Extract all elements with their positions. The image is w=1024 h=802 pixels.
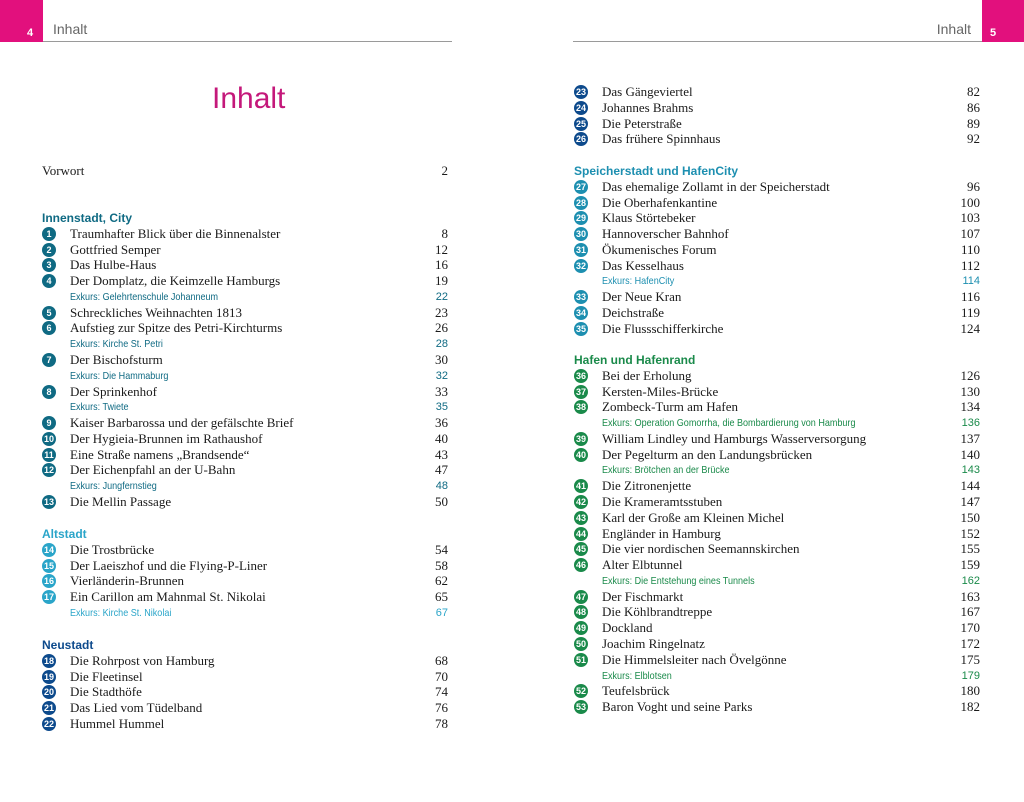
- toc-entry-page: 40: [435, 430, 448, 446]
- toc-entry[interactable]: [42, 431, 448, 447]
- toc-entry-title: Eine Straße namens „Brandsende“: [70, 446, 250, 462]
- toc-entry[interactable]: [574, 210, 980, 226]
- page-number: 5: [990, 27, 997, 39]
- toc-entry-title: Exkurs: HafenCity: [602, 275, 675, 288]
- toc-entry-page: 163: [960, 588, 980, 604]
- toc-entry[interactable]: [574, 604, 980, 620]
- toc-entry-page: 86: [967, 99, 980, 115]
- toc-entry-title: Exkurs: Kirche St. Nikolai: [70, 606, 172, 619]
- toc-entry-title: Der Laeiszhof und die Flying-P-Liner: [70, 557, 268, 573]
- toc-entry[interactable]: [574, 195, 980, 211]
- right-page: [512, 0, 1024, 802]
- toc-entry-page: 143: [961, 464, 980, 477]
- toc-entry-title: Aufstieg zur Spitze des Petri-Kirchturms: [70, 320, 283, 336]
- toc-entry-title: Das ehemalige Zollamt in der Speicherstadt: [602, 178, 830, 194]
- toc-entry-title: Der Neue Kran: [602, 289, 682, 305]
- chapter-number-badge: 20: [43, 687, 54, 698]
- chapter-number-badge: 34: [575, 308, 586, 319]
- toc-entry-title: Exkurs: Die Hammaburg: [70, 369, 169, 382]
- toc-entry-page: 110: [960, 241, 980, 257]
- toc-entry-page: 47: [435, 462, 448, 478]
- toc-entry[interactable]: [574, 526, 980, 542]
- toc-entry-page: 54: [435, 541, 448, 557]
- toc-entry[interactable]: [574, 699, 980, 715]
- chapter-number-badge: 38: [575, 402, 586, 413]
- toc-entry-title: Deichstraße: [602, 305, 665, 321]
- chapter-number-badge: 8: [42, 385, 56, 399]
- toc-entry-title: Joachim Ringelnatz: [602, 636, 705, 652]
- chapter-number-badge: 24: [575, 102, 586, 113]
- toc-entry-title: Die Zitronenjette: [602, 478, 692, 494]
- chapter-number-badge: 47: [575, 591, 586, 602]
- toc-entry-page: 136: [961, 417, 980, 430]
- toc-entry-title: Die Peterstraße: [602, 115, 682, 131]
- toc-entry-page: 107: [960, 226, 980, 242]
- toc-entry-title: Exkurs: Kirche St. Petri: [70, 338, 163, 351]
- toc-excursus-entry[interactable]: [574, 415, 980, 431]
- toc-entry[interactable]: [574, 541, 980, 557]
- toc-entry[interactable]: [574, 510, 980, 526]
- chapter-number-badge: 52: [575, 686, 586, 697]
- toc-entry-page: 119: [960, 305, 980, 321]
- toc-entry-title: Ein Carillon am Mahnmal St. Nikolai: [70, 589, 266, 605]
- toc-excursus-entry[interactable]: [574, 573, 980, 589]
- page-number-tab: [0, 0, 43, 42]
- chapter-number-badge: 37: [575, 386, 586, 397]
- toc-entry[interactable]: [42, 653, 448, 669]
- toc-entry-title: Die Fleetinsel: [70, 668, 143, 684]
- toc-entry[interactable]: [574, 368, 980, 384]
- toc-entry-page: 19: [435, 273, 448, 289]
- chapter-number-badge: 36: [575, 370, 586, 381]
- toc-entry[interactable]: [574, 131, 980, 147]
- section-heading: Innenstadt, City: [42, 211, 133, 225]
- toc-entry-title: Das Lied vom Tüdelband: [70, 700, 203, 716]
- toc-entry[interactable]: [42, 447, 448, 463]
- chapter-number-badge: 4: [42, 274, 56, 288]
- toc-entry-title: Exkurs: Gelehrtenschule Johanneum: [70, 290, 219, 303]
- toc-entry-title: Exkurs: Jungfernstieg: [70, 480, 157, 493]
- chapter-number-badge: 5: [42, 306, 56, 320]
- toc-entry[interactable]: [574, 589, 980, 605]
- toc-entry-title: Das Kesselhaus: [602, 257, 684, 273]
- toc-excursus-entry[interactable]: [42, 399, 448, 415]
- toc-entry-page: 70: [435, 668, 448, 684]
- chapter-number-badge: 27: [575, 181, 586, 192]
- chapter-number-badge: 28: [575, 197, 586, 208]
- toc-entry-label: Vorwort: [42, 163, 85, 178]
- toc-entry-page: 32: [435, 369, 448, 382]
- toc-entry-title: Dockland: [602, 620, 653, 636]
- toc-entry-page: 76: [435, 700, 448, 716]
- toc-entry-page: 68: [435, 652, 448, 668]
- toc-entry-title: Traumhafter Blick über die Binnenalster: [70, 225, 281, 241]
- toc-entry[interactable]: [574, 636, 980, 652]
- toc-entry-title: Exkurs: Elblotsen: [602, 669, 672, 682]
- toc-excursus-entry[interactable]: [42, 289, 448, 305]
- chapter-number-badge: 43: [575, 512, 586, 523]
- toc-entry-page: 89: [967, 115, 980, 131]
- toc-entry[interactable]: [574, 384, 980, 400]
- toc-entry-title: William Lindley und Hamburgs Wasserversorgung: [602, 430, 867, 446]
- toc-entry-page: 162: [961, 574, 980, 587]
- toc-entry-page: 167: [960, 604, 980, 620]
- toc-entry-title: Die Oberhafenkantine: [602, 194, 718, 210]
- toc-entry[interactable]: [42, 462, 448, 478]
- toc-excursus-entry[interactable]: [42, 336, 448, 352]
- page-title: Inhalt: [212, 82, 286, 115]
- toc-entry[interactable]: [42, 273, 448, 289]
- toc-entry-title: Der Sprinkenhof: [70, 383, 158, 399]
- toc-entry[interactable]: [42, 716, 448, 732]
- toc-entry-title: Vierländerin-Brunnen: [70, 573, 185, 589]
- toc-entry[interactable]: [42, 242, 448, 258]
- section-heading: Neustadt: [42, 638, 94, 652]
- toc-entry[interactable]: [42, 320, 448, 336]
- toc-entry-page: 92: [967, 131, 980, 147]
- toc-entry-title: Bei der Erholung: [602, 367, 692, 383]
- toc-entry-title: Die Trostbrücke: [70, 541, 155, 557]
- toc-entry-title: Exkurs: Brötchen an der Brücke: [602, 464, 730, 477]
- toc-entry[interactable]: [574, 652, 980, 668]
- chapter-number-badge: 45: [575, 544, 586, 555]
- toc-entry[interactable]: [42, 573, 448, 589]
- toc-entry-page: 182: [960, 699, 980, 715]
- toc-entry-page: 33: [435, 383, 448, 399]
- toc-entry-page: 155: [960, 541, 980, 557]
- chapter-number-badge: 11: [42, 448, 56, 462]
- toc-entry[interactable]: [574, 683, 980, 699]
- toc-entry[interactable]: [574, 289, 980, 305]
- chapter-number-badge: 22: [43, 718, 54, 729]
- toc-entry-title: Kersten-Miles-Brücke: [602, 383, 719, 399]
- toc-entry-page: 116: [960, 289, 980, 305]
- toc-entry-page: 26: [435, 320, 448, 336]
- toc-entry-title: Der Bischofsturm: [70, 352, 163, 368]
- toc-entry-title: Hummel Hummel: [70, 715, 165, 731]
- chapter-number-badge: 3: [42, 258, 56, 272]
- toc-entry-page: 16: [435, 257, 448, 273]
- running-header: Inhalt: [936, 21, 971, 37]
- chapter-number-badge: 17: [43, 592, 54, 603]
- toc-entry-title: Gottfried Semper: [70, 241, 161, 257]
- toc-entry-page: 12: [435, 241, 448, 257]
- toc-entry[interactable]: [574, 179, 980, 195]
- toc-entry[interactable]: [42, 415, 448, 431]
- toc-entry-page: 100: [960, 194, 980, 210]
- toc-entry-title: Kaiser Barbarossa und der gefälschte Brief: [70, 415, 294, 431]
- chapter-number-badge: 49: [575, 623, 586, 634]
- toc-entry-page: 130: [960, 383, 980, 399]
- toc-entry-title: Exkurs: Operation Gomorrha, die Bombardierung von Hamburg: [602, 417, 856, 430]
- chapter-number-badge: 23: [575, 87, 586, 97]
- toc-entry-title: Der Hygieia-Brunnen im Rathaushof: [70, 430, 263, 446]
- chapter-number-badge: 32: [575, 260, 586, 271]
- toc-entry-title: Die Himmelsleiter nach Övelgönne: [602, 651, 787, 667]
- chapter-number-badge: 7: [42, 353, 56, 367]
- toc-entry[interactable]: [42, 684, 448, 700]
- toc-entry[interactable]: [574, 557, 980, 573]
- toc-entry-page: 134: [960, 399, 980, 415]
- toc-entry[interactable]: [42, 305, 448, 321]
- running-header: Inhalt: [53, 21, 88, 37]
- toc-entry[interactable]: [574, 620, 980, 636]
- chapter-number-badge: 51: [575, 654, 586, 665]
- toc-entry-page: 126: [960, 367, 980, 383]
- toc-entry-title: Ökumenisches Forum: [602, 241, 717, 257]
- toc-entry-page: 78: [435, 715, 448, 731]
- chapter-number-badge: 13: [43, 497, 54, 508]
- chapter-number-badge: 30: [575, 229, 586, 240]
- toc-entry-title: Engländer in Hamburg: [602, 525, 721, 541]
- toc-entry[interactable]: [574, 494, 980, 510]
- toc-entry-page: 2: [441, 163, 448, 178]
- chapter-number-badge: 26: [575, 134, 586, 145]
- toc-entry-title: Das Gängeviertel: [602, 84, 693, 99]
- toc-entry-vorwort[interactable]: [42, 163, 448, 179]
- page-number-tab: [982, 0, 1024, 42]
- toc-entry-title: Exkurs: Twiete: [70, 401, 129, 414]
- toc-excursus-entry[interactable]: [42, 478, 448, 494]
- toc-entry-page: 170: [960, 620, 980, 636]
- toc-entry-title: Johannes Brahms: [602, 99, 694, 115]
- toc-entry-page: 137: [960, 430, 980, 446]
- toc-entry-title: Die Rohrpost von Hamburg: [70, 652, 215, 668]
- toc-entry[interactable]: [574, 478, 980, 494]
- toc-excursus-entry[interactable]: [574, 273, 980, 289]
- toc-entry[interactable]: [574, 431, 980, 447]
- chapter-number-badge: 16: [43, 576, 54, 587]
- toc-excursus-entry[interactable]: [574, 668, 980, 684]
- toc-entry-title: Zombeck-Turm am Hafen: [602, 399, 738, 415]
- chapter-number-badge: 19: [43, 671, 54, 682]
- toc-entry-page: 67: [435, 606, 448, 619]
- toc-entry[interactable]: [42, 558, 448, 574]
- toc-entry[interactable]: [574, 258, 980, 274]
- toc-entry-page: 30: [435, 352, 448, 368]
- toc-entry[interactable]: [42, 226, 448, 242]
- toc-entry-page: 23: [435, 304, 448, 320]
- toc-entry[interactable]: [42, 542, 448, 558]
- toc-entry-page: 103: [960, 210, 980, 226]
- header-rule: [43, 41, 452, 42]
- toc-entry-page: 150: [960, 509, 980, 525]
- toc-entry[interactable]: [42, 669, 448, 685]
- toc-entry-page: 43: [435, 446, 448, 462]
- toc-excursus-entry[interactable]: [42, 605, 448, 621]
- chapter-number-badge: 21: [43, 703, 54, 714]
- toc-entry-page: 50: [435, 494, 448, 510]
- chapter-number-badge: 10: [43, 433, 54, 444]
- toc-entry-page: 48: [435, 480, 448, 493]
- toc-entry-page: 175: [960, 651, 980, 667]
- section-heading: Speicherstadt und HafenCity: [574, 164, 739, 178]
- chapter-number-badge: 33: [575, 292, 586, 303]
- toc-entry[interactable]: [574, 84, 980, 100]
- toc-entry-page: 74: [435, 684, 448, 700]
- toc-entry-title: Die Krameramtsstuben: [602, 494, 723, 510]
- toc-entry[interactable]: [574, 321, 980, 337]
- toc-entry-title: Die Stadthöfe: [70, 684, 142, 700]
- toc-excursus-entry[interactable]: [42, 368, 448, 384]
- toc-entry-page: 114: [962, 275, 980, 288]
- chapter-number-badge: 42: [575, 497, 586, 508]
- toc-entry-page: 82: [967, 84, 980, 99]
- toc-entry-title: Der Domplatz, die Keimzelle Hamburgs: [70, 273, 281, 289]
- toc-entry-page: 65: [435, 589, 448, 605]
- chapter-number-badge: 29: [575, 213, 586, 224]
- chapter-number-badge: 12: [43, 465, 54, 476]
- toc-entry[interactable]: [42, 589, 448, 605]
- toc-entry-title: Die vier nordischen Seemannskirchen: [602, 541, 800, 557]
- toc-entry-page: 62: [435, 573, 448, 589]
- toc-entry-page: 159: [960, 557, 980, 573]
- toc-entry[interactable]: [574, 116, 980, 132]
- chapter-number-badge: 25: [575, 118, 586, 129]
- toc-entry-page: 180: [960, 683, 980, 699]
- toc-entry-title: Exkurs: Die Entstehung eines Tunnels: [602, 574, 755, 587]
- toc-entry-page: 172: [960, 636, 980, 652]
- section-heading: Hafen und Hafenrand: [574, 353, 696, 367]
- toc-entry-page: 152: [960, 525, 980, 541]
- toc-entry-title: Die Mellin Passage: [70, 494, 172, 510]
- toc-entry-title: Schreckliches Weihnachten 1813: [70, 304, 242, 320]
- toc-entry-title: Der Pegelturm an den Landungsbrücken: [602, 446, 813, 462]
- toc-entry-page: 147: [960, 494, 980, 510]
- chapter-number-badge: 53: [575, 702, 586, 713]
- toc-entry[interactable]: [42, 494, 448, 510]
- toc-entry[interactable]: [42, 384, 448, 400]
- toc-entry-title: Die Köhlbrandtreppe: [602, 604, 713, 620]
- toc-entry-title: Karl der Große am Kleinen Michel: [602, 509, 785, 525]
- toc-entry-page: 96: [967, 178, 980, 194]
- toc-entry-page: 112: [960, 257, 980, 273]
- toc-entry[interactable]: [42, 352, 448, 368]
- chapter-number-badge: 39: [575, 433, 586, 444]
- toc-entry-title: Hannoverscher Bahnhof: [602, 226, 729, 242]
- toc-entry-page: 179: [961, 669, 980, 682]
- toc-entry-page: 22: [435, 290, 448, 303]
- toc-entry-title: Baron Voght und seine Parks: [602, 699, 753, 715]
- toc-entry-title: Klaus Störtebeker: [602, 210, 696, 226]
- chapter-number-badge: 48: [575, 607, 586, 618]
- chapter-number-badge: 41: [575, 481, 586, 492]
- toc-entry-title: Der Eichenpfahl an der U-Bahn: [70, 462, 236, 478]
- toc-entry-page: 28: [435, 338, 448, 351]
- toc-entry[interactable]: [574, 242, 980, 258]
- toc-entry[interactable]: [42, 257, 448, 273]
- toc-entry[interactable]: [574, 447, 980, 463]
- toc-entry-page: 8: [441, 225, 448, 241]
- section-heading: Altstadt: [42, 527, 87, 541]
- toc-excursus-entry[interactable]: [574, 462, 980, 478]
- chapter-number-badge: 15: [43, 560, 54, 571]
- chapter-number-badge: 14: [43, 544, 54, 555]
- toc-entry-title: Teufelsbrück: [602, 683, 670, 699]
- toc-entry-title: Alter Elbtunnel: [602, 557, 683, 573]
- chapter-number-badge: 44: [575, 528, 586, 539]
- toc-entry-title: Der Fischmarkt: [602, 588, 684, 604]
- chapter-number-badge: 40: [575, 449, 586, 460]
- toc-entry[interactable]: [42, 700, 448, 716]
- chapter-number-badge: 2: [42, 243, 56, 257]
- toc-entry-page: 144: [960, 478, 980, 494]
- chapter-number-badge: 9: [42, 416, 56, 430]
- toc-entry-title: Das frühere Spinnhaus: [602, 131, 721, 147]
- chapter-number-badge: 31: [575, 244, 586, 255]
- page-number: 4: [27, 27, 34, 39]
- toc-entry-page: 36: [435, 415, 448, 431]
- chapter-number-badge: 46: [575, 560, 586, 571]
- toc-entry[interactable]: [574, 399, 980, 415]
- toc-entry-page: 35: [435, 401, 448, 414]
- header-rule: [573, 41, 982, 42]
- toc-entry[interactable]: [574, 100, 980, 116]
- toc-entry-page: 58: [435, 557, 448, 573]
- toc-entry-title: Die Flussschifferkirche: [602, 320, 724, 336]
- chapter-number-badge: 50: [575, 639, 586, 650]
- toc-entry-page: 140: [960, 446, 980, 462]
- chapter-number-badge: 6: [42, 321, 56, 335]
- chapter-number-badge: 18: [43, 655, 54, 666]
- toc-entry[interactable]: [574, 226, 980, 242]
- toc-entry-title: Das Hulbe-Haus: [70, 257, 157, 273]
- toc-entry-page: 124: [960, 320, 980, 336]
- toc-entry[interactable]: [574, 305, 980, 321]
- chapter-number-badge: 35: [575, 323, 586, 334]
- chapter-number-badge: 1: [42, 227, 56, 241]
